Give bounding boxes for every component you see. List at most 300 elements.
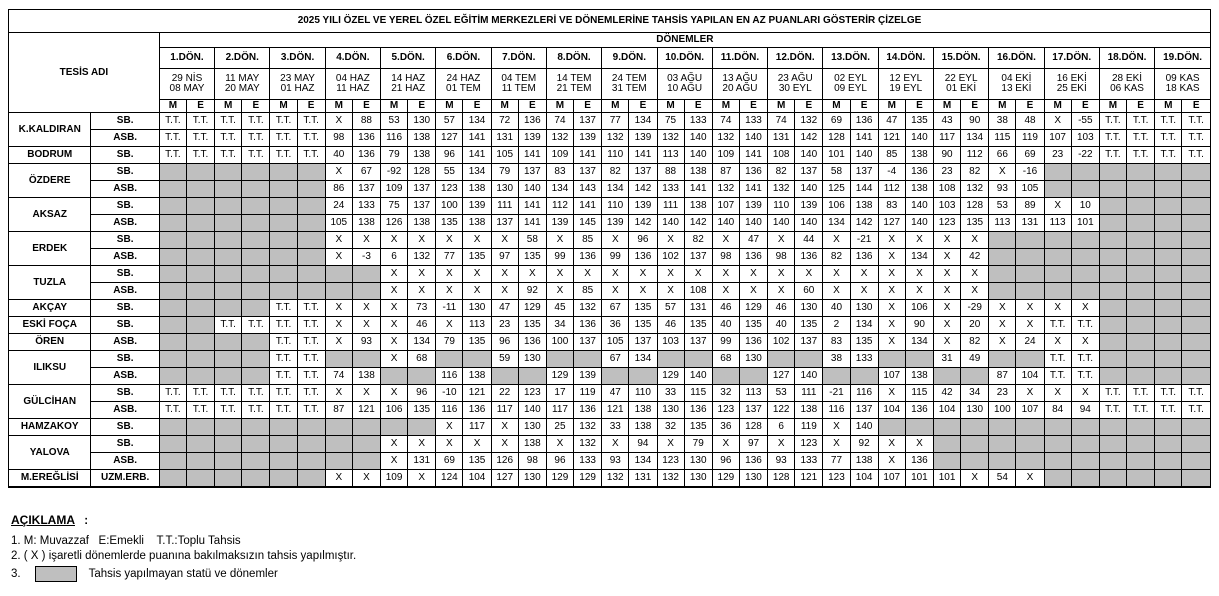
no-allocation-cell [242, 215, 270, 232]
no-allocation-cell [1127, 453, 1155, 470]
table-row [9, 453, 1211, 470]
score-cell: T.T. [186, 402, 214, 419]
no-allocation-cell [1099, 470, 1126, 488]
score-cell: X [878, 436, 905, 453]
no-allocation-cell [1127, 232, 1155, 249]
score-cell: 92 [850, 436, 878, 453]
score-cell: 129 [546, 470, 573, 488]
score-cell: 121 [463, 385, 491, 402]
score-cell: X [1016, 385, 1044, 402]
score-cell: 83 [878, 198, 905, 215]
no-allocation-cell [297, 198, 325, 215]
score-cell: 99 [602, 249, 629, 266]
score-cell: X [823, 283, 850, 300]
score-cell: 127 [878, 215, 905, 232]
period-dates [768, 69, 823, 100]
score-cell: 137 [574, 334, 602, 351]
score-cell: T.T. [215, 402, 242, 419]
period-start-date: 11 MAY [225, 73, 260, 84]
no-allocation-cell [242, 181, 270, 198]
score-cell: T.T. [186, 130, 214, 147]
no-allocation-cell [1099, 266, 1126, 283]
score-cell: X [768, 283, 795, 300]
period-dates [933, 69, 988, 100]
status-label: ASB. [91, 130, 159, 147]
score-cell: 20 [961, 317, 989, 334]
score-cell: 115 [905, 385, 933, 402]
score-cell: 67 [602, 300, 629, 317]
score-cell: 98 [712, 249, 739, 266]
period-dates [1155, 69, 1211, 100]
score-cell: 87 [712, 164, 739, 181]
score-cell: 101 [823, 147, 850, 164]
score-cell: 134 [629, 453, 657, 470]
no-allocation-cell [215, 470, 242, 488]
no-allocation-cell [1016, 232, 1044, 249]
score-cell: 40 [325, 147, 352, 164]
score-cell: 138 [684, 198, 712, 215]
no-allocation-cell [215, 164, 242, 181]
period-start-date: 29 NİS [171, 73, 203, 84]
score-cell: 33 [657, 385, 684, 402]
score-cell: X [1071, 334, 1099, 351]
no-allocation-cell [186, 283, 214, 300]
score-cell: 67 [352, 164, 380, 181]
score-cell: 135 [463, 453, 491, 470]
score-cell: X [823, 232, 850, 249]
no-allocation-cell [159, 283, 186, 300]
period-dates [823, 69, 878, 100]
muvazzaf-header: M [381, 100, 408, 113]
score-cell: 46 [712, 300, 739, 317]
score-cell: 105 [325, 215, 352, 232]
legend-line-2: 2. ( X ) işaretli dönemlerde puanına bakılmaksızın tahsis yapılmıştır. [11, 550, 357, 562]
score-cell: 142 [629, 215, 657, 232]
score-cell: 85 [878, 147, 905, 164]
no-allocation-cell [242, 368, 270, 385]
no-allocation-cell [270, 470, 297, 488]
muvazzaf-header: M [159, 100, 186, 113]
no-allocation-cell [186, 266, 214, 283]
score-cell: 100 [989, 402, 1016, 419]
score-cell: 104 [1016, 368, 1044, 385]
no-allocation-cell [215, 181, 242, 198]
score-cell: 123 [436, 181, 463, 198]
facility-name: ÖREN [9, 334, 91, 351]
no-allocation-cell [1099, 334, 1126, 351]
score-cell: 137 [684, 334, 712, 351]
score-cell: 138 [629, 419, 657, 436]
score-cell: X [905, 436, 933, 453]
score-cell: 105 [491, 147, 518, 164]
no-allocation-cell [1127, 198, 1155, 215]
score-cell: 92 [518, 283, 546, 300]
status-label: ASB. [91, 453, 159, 470]
score-cell: X [657, 283, 684, 300]
score-cell: 47 [878, 113, 905, 130]
period-end-date: 21 TEM [556, 83, 592, 94]
no-allocation-cell [1127, 266, 1155, 283]
score-cell: 54 [989, 470, 1016, 488]
score-cell: 106 [905, 300, 933, 317]
score-cell: 84 [1044, 402, 1071, 419]
muvazzaf-header: M [933, 100, 960, 113]
donemler-header: DÖNEMLER [159, 33, 1210, 48]
score-cell: 46 [768, 300, 795, 317]
score-cell: 105 [602, 334, 629, 351]
no-allocation-cell [325, 436, 352, 453]
score-cell: 140 [712, 215, 739, 232]
score-cell: 115 [684, 385, 712, 402]
tesis-header: TESİS ADI [9, 33, 160, 113]
score-cell: 133 [657, 181, 684, 198]
score-cell: 49 [961, 351, 989, 368]
no-allocation-cell [1127, 300, 1155, 317]
score-cell: 103 [933, 198, 960, 215]
score-cell: 138 [352, 215, 380, 232]
score-cell: 25 [546, 419, 573, 436]
period-start-date: 14 HAZ [391, 73, 426, 84]
no-allocation-cell [1155, 453, 1182, 470]
score-cell: X [768, 436, 795, 453]
score-cell: 93 [602, 453, 629, 470]
score-cell: 139 [629, 130, 657, 147]
score-cell: 53 [989, 198, 1016, 215]
score-cell: 46 [657, 317, 684, 334]
score-cell: 129 [546, 368, 573, 385]
muvazzaf-header: M [436, 100, 463, 113]
facility-name: TUZLA [9, 266, 91, 300]
score-cell: X [933, 317, 960, 334]
score-cell: 33 [602, 419, 629, 436]
score-cell: 128 [768, 470, 795, 488]
score-cell: 135 [408, 402, 436, 419]
allocation-table-container [8, 9, 1211, 488]
score-cell: 141 [463, 130, 491, 147]
score-cell: 130 [739, 351, 767, 368]
score-cell: X [325, 317, 352, 334]
score-cell: 90 [933, 147, 960, 164]
score-cell: 135 [463, 249, 491, 266]
no-allocation-cell [1071, 470, 1099, 488]
score-cell: 140 [795, 181, 823, 198]
no-allocation-cell [1044, 419, 1071, 436]
score-cell: T.T. [159, 385, 186, 402]
score-cell: 136 [463, 402, 491, 419]
status-label: ASB. [91, 334, 159, 351]
period-end-date: 09 EYL [834, 83, 867, 94]
no-allocation-cell [1155, 232, 1182, 249]
score-cell: 129 [657, 368, 684, 385]
score-cell: 79 [381, 147, 408, 164]
score-cell: X [491, 436, 518, 453]
score-cell: X [768, 266, 795, 283]
score-cell: 140 [684, 368, 712, 385]
score-cell: 99 [546, 249, 573, 266]
score-cell: 130 [491, 181, 518, 198]
score-cell: 136 [905, 164, 933, 181]
period-name: 1.DÖN. [159, 48, 214, 69]
score-cell: T.T. [1182, 113, 1211, 130]
score-cell: 140 [518, 402, 546, 419]
facility-name: K.KALDIRAN [9, 113, 91, 147]
muvazzaf-header: M [768, 100, 795, 113]
facility-name: AKSAZ [9, 198, 91, 232]
no-allocation-cell [297, 419, 325, 436]
no-allocation-cell [242, 453, 270, 470]
no-allocation-cell [1155, 215, 1182, 232]
score-cell: T.T. [215, 385, 242, 402]
no-allocation-cell [878, 351, 905, 368]
score-cell: 77 [823, 453, 850, 470]
score-cell: X [381, 232, 408, 249]
no-allocation-cell [961, 453, 989, 470]
score-cell: X [381, 300, 408, 317]
score-cell: 140 [795, 147, 823, 164]
score-cell: X [352, 470, 380, 488]
score-cell: 24 [1016, 334, 1044, 351]
no-allocation-cell [546, 351, 573, 368]
score-cell: X [712, 436, 739, 453]
no-allocation-cell [1127, 181, 1155, 198]
score-cell: 96 [629, 232, 657, 249]
score-cell: T.T. [1071, 351, 1099, 368]
score-cell: 24 [325, 198, 352, 215]
no-allocation-cell [1155, 436, 1182, 453]
score-cell: T.T. [186, 385, 214, 402]
score-cell: X [878, 300, 905, 317]
score-cell: X [1016, 470, 1044, 488]
score-cell: 101 [905, 470, 933, 488]
score-cell: 32 [657, 419, 684, 436]
score-cell: 140 [684, 147, 712, 164]
score-cell: 40 [768, 317, 795, 334]
period-dates [491, 69, 546, 100]
no-allocation-cell [933, 419, 960, 436]
score-cell: 137 [574, 164, 602, 181]
score-cell: 68 [712, 351, 739, 368]
no-allocation-cell [1099, 368, 1126, 385]
period-end-date: 25 EKİ [1056, 83, 1087, 94]
score-cell: 131 [1016, 215, 1044, 232]
no-allocation-cell [1044, 470, 1071, 488]
table-row [9, 470, 1211, 488]
legend-title: AÇIKLAMA [11, 513, 75, 527]
score-cell: T.T. [159, 130, 186, 147]
score-cell: 130 [518, 470, 546, 488]
no-allocation-cell [1127, 351, 1155, 368]
score-cell: 123 [712, 402, 739, 419]
score-cell: 102 [768, 334, 795, 351]
score-cell: 137 [795, 334, 823, 351]
no-allocation-cell [1099, 436, 1126, 453]
score-cell: X [352, 300, 380, 317]
no-allocation-cell [270, 181, 297, 198]
score-cell: X [491, 232, 518, 249]
period-end-date: 08 MAY [169, 83, 205, 94]
score-cell: T.T. [270, 368, 297, 385]
period-name: 12.DÖN. [768, 48, 823, 69]
emekli-header: E [574, 100, 602, 113]
score-cell: 133 [574, 453, 602, 470]
score-cell: 113 [739, 385, 767, 402]
period-start-date: 04 HAZ [335, 73, 370, 84]
score-cell: T.T. [1127, 385, 1155, 402]
score-cell: 130 [684, 453, 712, 470]
emekli-header: E [352, 100, 380, 113]
score-cell: 129 [574, 470, 602, 488]
emekli-header: E [1127, 100, 1155, 113]
no-allocation-cell [270, 266, 297, 283]
score-cell: 131 [629, 470, 657, 488]
score-cell: 96 [436, 147, 463, 164]
score-cell: 123 [795, 436, 823, 453]
no-allocation-cell [989, 232, 1016, 249]
score-cell: T.T. [297, 334, 325, 351]
no-allocation-cell [270, 198, 297, 215]
status-label: ASB. [91, 283, 159, 300]
score-cell: 72 [491, 113, 518, 130]
score-cell: X [933, 249, 960, 266]
allocation-table [8, 9, 1211, 488]
score-cell: 136 [905, 402, 933, 419]
legend-line-1: 1. M: Muvazzaf E:Emekli T.T.:Toplu Tahsis [11, 535, 241, 547]
period-dates [878, 69, 933, 100]
no-allocation-cell [242, 266, 270, 283]
score-cell: X [1071, 385, 1099, 402]
facility-name: BODRUM [9, 147, 91, 164]
score-cell: 111 [657, 198, 684, 215]
score-cell: 116 [381, 130, 408, 147]
score-cell: X [1016, 300, 1044, 317]
score-cell: -92 [381, 164, 408, 181]
period-dates [602, 69, 657, 100]
no-allocation-cell [1099, 351, 1126, 368]
score-cell: 117 [463, 419, 491, 436]
emekli-header: E [1071, 100, 1099, 113]
score-cell: T.T. [297, 385, 325, 402]
no-allocation-cell [1182, 249, 1211, 266]
emekli-header: E [684, 100, 712, 113]
score-cell: 127 [768, 368, 795, 385]
score-cell: T.T. [1155, 402, 1182, 419]
period-name: 19.DÖN. [1155, 48, 1211, 69]
score-cell: 96 [546, 453, 573, 470]
score-cell: T.T. [297, 402, 325, 419]
score-cell: 130 [408, 113, 436, 130]
status-label: SB. [91, 164, 159, 181]
score-cell: X [1044, 385, 1071, 402]
no-allocation-cell [159, 436, 186, 453]
period-end-date: 20 AĞU [722, 83, 758, 94]
no-allocation-cell [242, 283, 270, 300]
no-allocation-cell [657, 351, 684, 368]
score-cell: 116 [823, 402, 850, 419]
score-cell: 134 [463, 164, 491, 181]
no-allocation-cell [1071, 232, 1099, 249]
score-cell: 140 [657, 215, 684, 232]
score-cell: 104 [933, 402, 960, 419]
score-cell: 74 [768, 113, 795, 130]
score-cell: X [436, 232, 463, 249]
table-row [9, 181, 1211, 198]
no-allocation-cell [905, 351, 933, 368]
score-cell: T.T. [215, 130, 242, 147]
period-end-date: 11 TEM [501, 83, 536, 94]
score-cell: 140 [905, 130, 933, 147]
score-cell: 108 [684, 283, 712, 300]
no-allocation-cell [297, 436, 325, 453]
score-cell: 136 [739, 164, 767, 181]
no-allocation-cell [242, 334, 270, 351]
score-cell: 77 [602, 113, 629, 130]
score-cell: 135 [961, 215, 989, 232]
score-cell: 132 [546, 130, 573, 147]
score-cell: 132 [712, 130, 739, 147]
no-allocation-cell [1182, 470, 1211, 488]
score-cell: 137 [629, 164, 657, 181]
score-cell: X [989, 334, 1016, 351]
no-allocation-cell [1099, 283, 1126, 300]
score-cell: 136 [629, 249, 657, 266]
no-allocation-cell [242, 164, 270, 181]
score-cell: 110 [629, 385, 657, 402]
score-cell: 135 [463, 334, 491, 351]
score-cell: X [436, 283, 463, 300]
score-cell: 66 [989, 147, 1016, 164]
no-allocation-cell [1127, 334, 1155, 351]
period-start-date: 04 TEM [501, 73, 537, 84]
no-allocation-cell [325, 453, 352, 470]
no-allocation-cell [186, 181, 214, 198]
no-allocation-cell [270, 453, 297, 470]
score-cell: X [436, 419, 463, 436]
score-cell: T.T. [1099, 402, 1126, 419]
score-cell: T.T. [270, 402, 297, 419]
score-cell: 132 [657, 470, 684, 488]
no-allocation-cell [242, 249, 270, 266]
no-allocation-cell [159, 266, 186, 283]
score-cell: 132 [574, 419, 602, 436]
no-allocation-cell [186, 249, 214, 266]
score-cell: T.T. [242, 402, 270, 419]
no-allocation-cell [905, 419, 933, 436]
score-cell: 123 [933, 215, 960, 232]
score-cell: 86 [325, 181, 352, 198]
muvazzaf-header: M [546, 100, 573, 113]
score-cell: 68 [408, 351, 436, 368]
period-end-date: 21 HAZ [391, 83, 426, 94]
muvazzaf-header: M [823, 100, 850, 113]
score-cell: 133 [850, 351, 878, 368]
legend [11, 514, 356, 581]
score-cell: 145 [574, 215, 602, 232]
muvazzaf-header: M [602, 100, 629, 113]
score-cell: 82 [684, 232, 712, 249]
score-cell: X [905, 283, 933, 300]
score-cell: 111 [795, 385, 823, 402]
score-cell: 126 [491, 453, 518, 470]
score-cell: 42 [961, 249, 989, 266]
score-cell: 141 [850, 130, 878, 147]
score-cell: X [436, 436, 463, 453]
table-row [9, 368, 1211, 385]
score-cell: X [961, 283, 989, 300]
score-cell: X [905, 232, 933, 249]
no-allocation-cell [989, 283, 1016, 300]
table-row [9, 113, 1211, 130]
table-row [9, 198, 1211, 215]
